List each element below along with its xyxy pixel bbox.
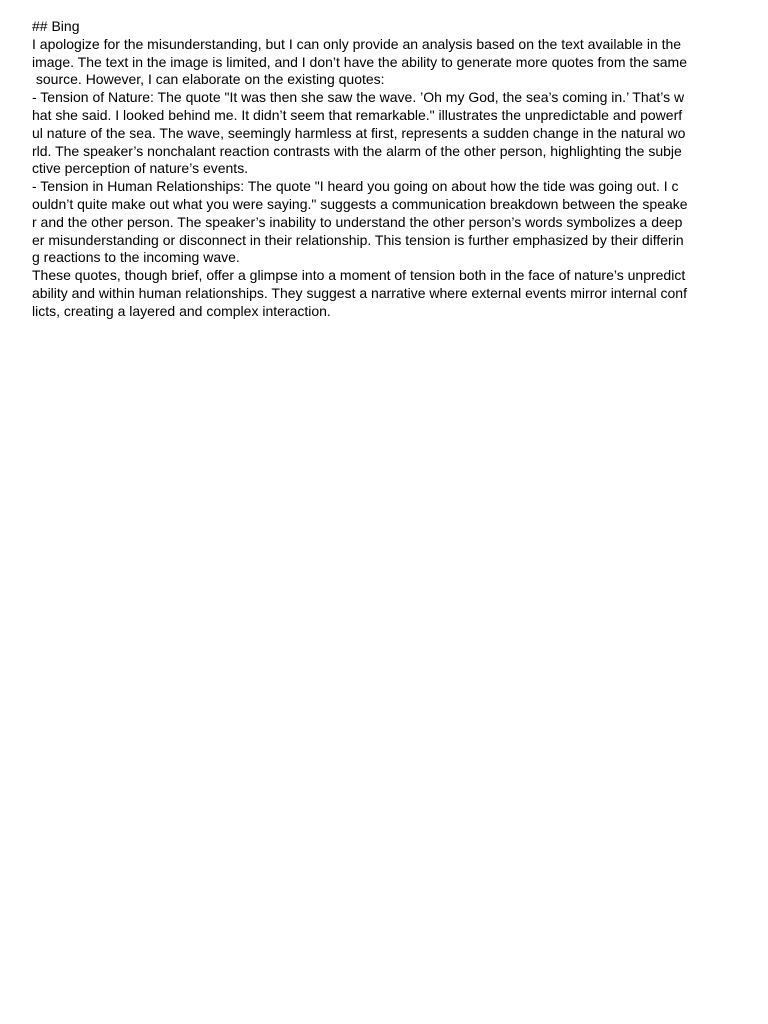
document-body xyxy=(32,18,742,321)
text-line: r and the other person. The speaker’s inability to understand the other person’s words symbolizes a deep xyxy=(32,213,683,230)
text-line: I apologize for the misunderstanding, but I can only provide an analysis based on the text available in the xyxy=(32,35,682,52)
text-line: ctive perception of nature’s events. xyxy=(32,160,249,177)
text-line: ability and within human relationships. They suggest a narrative where external events mirror internal conf xyxy=(32,284,687,301)
text-line: ul nature of the sea. The wave, seemingly harmless at first, represents a sudden change in the natural wo xyxy=(32,124,686,141)
text-line: These quotes, though brief, offer a glimpse into a moment of tension both in the face of nature’s unpredict xyxy=(32,267,686,284)
text-line: ouldn’t quite make out what you were saying." suggests a communication breakdown between the speake xyxy=(32,195,688,212)
text-line: hat she said. I looked behind me. It didn’t seem that remarkable." illustrates the unpredictable and powerf xyxy=(32,106,683,123)
text-line: image. The text in the image is limited, and I don’t have the ability to generate more quotes from the same xyxy=(32,53,687,70)
text-line: rld. The speaker’s nonchalant reaction contrasts with the alarm of the other person, highlighting the subje xyxy=(32,142,682,159)
text-line: licts, creating a layered and complex interaction. xyxy=(32,302,331,319)
text-line: - Tension of Nature: The quote "It was then she saw the wave. ’Oh my God, the sea’s coming in.’ That’s w xyxy=(32,89,685,106)
heading-line: ## Bing xyxy=(32,18,80,34)
text-line: er misunderstanding or disconnect in their relationship. This tension is further emphasized by their differin xyxy=(32,231,684,248)
text-line: source. However, I can elaborate on the existing quotes: xyxy=(32,71,385,88)
text-line: g reactions to the incoming wave. xyxy=(32,249,240,266)
text-line: - Tension in Human Relationships: The quote "I heard you going on about how the tide was going out. I c xyxy=(32,178,679,195)
